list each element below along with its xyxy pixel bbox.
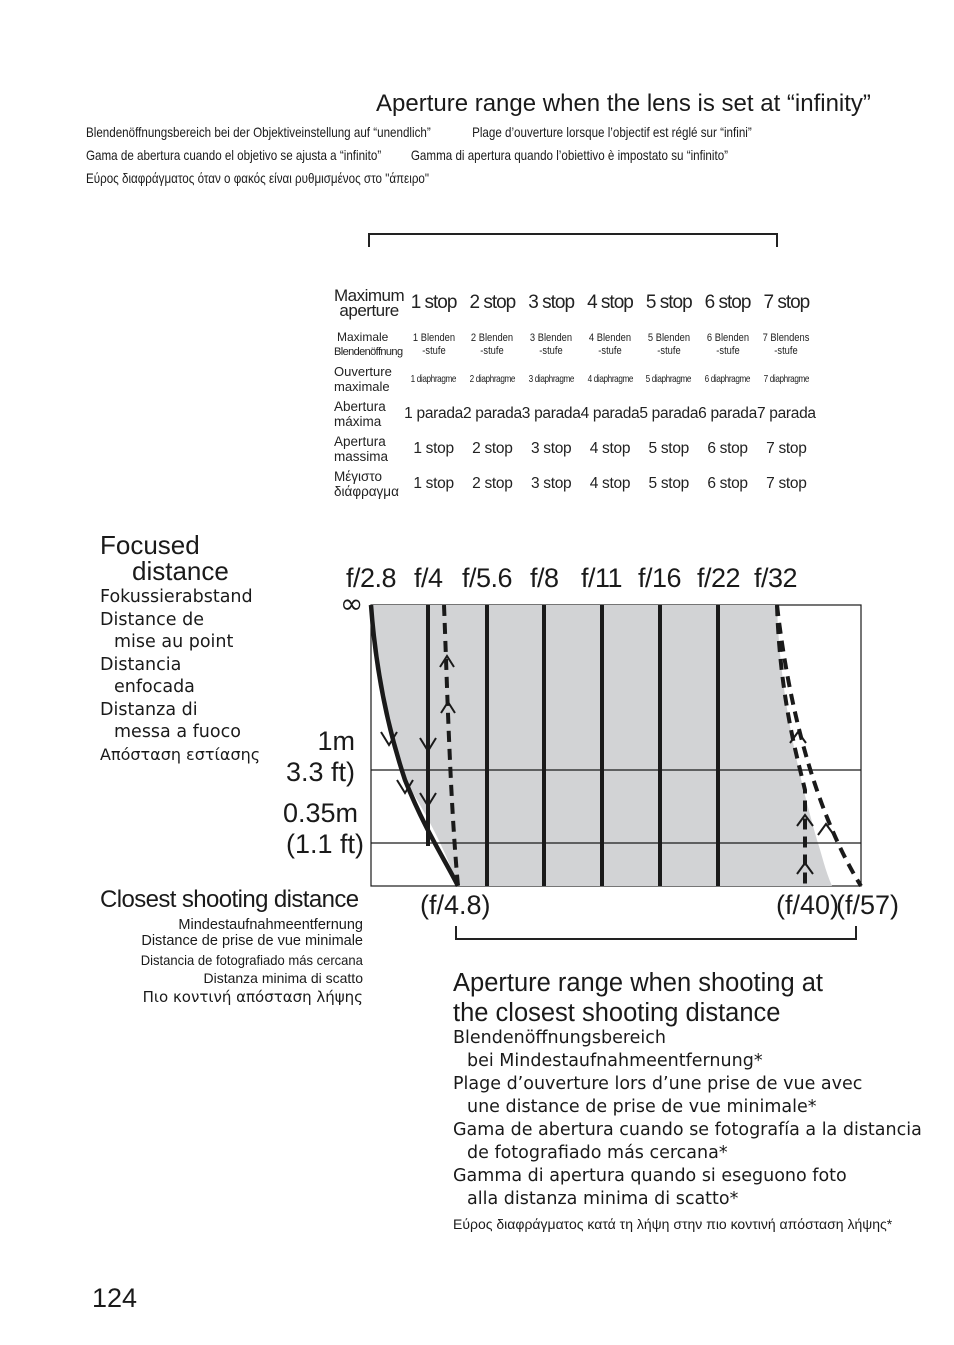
fnum-label: f/4 <box>414 563 443 593</box>
fnum-label: f/5.6 <box>462 563 513 593</box>
cs-el: Πιο κοντινή απόσταση λήψης <box>142 988 363 1006</box>
stop-cell-text: 3 Blenden -stufe <box>530 332 573 357</box>
closest-range-el: Εύρος διαφράγματος κατά τη λήψη στην πιο κοντινή απόσταση λήψης* <box>453 1216 893 1232</box>
fd-it-2: messa a fuoco <box>114 722 241 742</box>
stop-cell-text: 3 diaphragme <box>528 373 574 385</box>
fd-fr-2: mise au point <box>114 632 234 652</box>
row-label: Apertura massima <box>334 433 389 464</box>
closest-range-translations <box>453 1027 922 1211</box>
distance-1m-line2: 3.3 ft) <box>285 757 355 787</box>
fd-de: Fokussierabstand <box>100 587 253 607</box>
stop-cell: 1 parada <box>404 404 463 422</box>
focused-distance-title-line1: Focused <box>100 530 200 560</box>
stop-cell: 6 stop <box>707 474 748 492</box>
distance-1m-line1: 1m <box>317 726 355 756</box>
stop-cell-text: 1 diaphragme <box>410 373 457 385</box>
fd-es-2: enfocada <box>114 677 195 697</box>
header-fr: Plage d’ouverture lorsque l’objectif est réglé sur “infini” <box>472 124 752 140</box>
fnum-label: f/22 <box>697 563 741 593</box>
row-label: Ouverture maximale <box>334 364 392 394</box>
cs-de: Mindestaufnahmeentfernung <box>178 917 363 933</box>
row-label: Maximale Blendenöffnung <box>334 330 403 358</box>
header-es: Gama de abertura cuando el objetivo se ajusta a “infinito” <box>86 147 382 163</box>
distance-035m-line2: (1.1 ft) <box>285 829 364 859</box>
stop-cell: 2 stop <box>469 292 516 313</box>
fd-fr-1: Distance de <box>100 609 204 630</box>
stop-cell: 5 stop <box>645 292 692 313</box>
stop-cell: 3 parada <box>521 404 581 422</box>
fd-es-1: Distancia <box>100 654 182 675</box>
closest-shooting-title: Closest shooting distance <box>100 886 359 913</box>
cs-es: Distancia de fotografiado más cercana <box>140 952 363 968</box>
stop-cell-text: 6 diaphragme <box>704 373 751 385</box>
distance-035m-line1: 0.35m <box>282 798 358 828</box>
stop-cell: 2 stop <box>472 439 513 457</box>
fnum-label: f/11 <box>581 563 623 593</box>
stop-cell-text: 5 Blenden -stufe <box>647 332 690 357</box>
stop-cell: 6 stop <box>704 292 751 313</box>
closest-aperture-f48: (f/4.8) <box>420 890 491 920</box>
stop-cell: 3 stop <box>528 292 575 313</box>
cs-fr: Distance de prise de vue minimale <box>141 933 363 949</box>
stop-cell: 2 parada <box>462 404 522 422</box>
header-el: Εύρος διαφράγματος όταν ο φακός είναι ρυθμισμένος στο "άπειρο" <box>86 170 430 186</box>
fnum-label: f/32 <box>754 563 798 593</box>
row-label: Maximum aperture <box>334 286 405 320</box>
closest-aperture-f57: (f/57) <box>836 890 900 920</box>
fd-it-1: Distanza di <box>100 699 198 720</box>
row-label: Μέγιστο διάφραγμα <box>334 468 399 499</box>
stop-cell: 7 stop <box>766 474 807 492</box>
stop-cell-text: 2 Blenden -stufe <box>471 332 514 357</box>
stop-cell: 3 stop <box>530 439 572 457</box>
stop-cell-text: 4 diaphragme <box>587 373 633 385</box>
page-title: Aperture range when the lens is set at “infinity” <box>376 90 871 117</box>
stop-cell: 5 stop <box>648 474 689 492</box>
stop-cell: 2 stop <box>472 474 513 492</box>
stop-cell: 5 stop <box>648 439 689 457</box>
stop-cell-text: 6 Blenden -stufe <box>706 332 749 357</box>
stop-cell-text: 1 Blenden -stufe <box>412 332 455 357</box>
stop-cell-text: 4 Blenden -stufe <box>588 332 632 357</box>
stop-cell: 4 stop <box>587 292 633 313</box>
stop-cell: 3 stop <box>530 474 572 492</box>
cs-it: Distanza minima di scatto <box>203 970 363 986</box>
stop-cell-text: 7 Blendens -stufe <box>762 332 810 357</box>
fnum-label: f/8 <box>530 563 559 593</box>
cr-fr-1: Plage d’ouverture lors d’une prise de vue avec <box>453 1074 863 1094</box>
closest-range-bracket <box>455 926 857 940</box>
closest-aperture-f40: (f/40) <box>776 890 840 920</box>
stop-cell: 6 stop <box>707 439 748 457</box>
stop-cell-text: 5 diaphragme <box>646 373 692 385</box>
focused-distance-title-line2: distance <box>132 556 229 586</box>
cr-es-2: de fotografiado más cercana* <box>467 1143 728 1163</box>
cr-es-1: Gama de abertura cuando se fotografía a la distancia <box>453 1120 922 1140</box>
cr-de-2: bei Mindestaufnahmeentfernung* <box>467 1051 763 1071</box>
stop-cell: 7 stop <box>766 439 807 457</box>
cr-it-2: alla distanza minima di scatto* <box>467 1189 739 1209</box>
header-de: Blendenöffnungsbereich bei der Objektiveinstellung auf “unendlich” <box>86 124 431 140</box>
closest-range-title <box>453 968 823 1028</box>
stop-cell: 7 parada <box>756 404 816 422</box>
closest-range-title-2: the closest shooting distance <box>453 999 781 1027</box>
stop-cell: 6 parada <box>698 404 757 422</box>
infinity-symbol: ∞ <box>340 587 364 620</box>
stop-cell: 1 stop <box>413 474 454 492</box>
cr-it-1: Gamma di apertura quando si eseguono foto <box>453 1166 847 1186</box>
stop-cell: 5 parada <box>639 404 699 422</box>
closest-range-title-1: Aperture range when shooting at <box>453 969 823 997</box>
closest-shooting-translations <box>124 918 363 1009</box>
stop-cell: 4 parada <box>580 404 640 422</box>
fd-el: Απόσταση εστίασης <box>100 744 261 764</box>
fnum-label: f/2.8 <box>346 563 397 593</box>
cr-fr-2: une distance de prise de vue minimale* <box>467 1097 817 1117</box>
stop-cell: 4 stop <box>589 439 631 457</box>
header-it: Gamma di apertura quando l’obiettivo è impostato su “infinito” <box>410 147 729 163</box>
page-number: 124 <box>92 1283 138 1313</box>
stop-cell-text: 7 diaphragme <box>763 373 810 385</box>
fnum-label: f/16 <box>638 563 682 593</box>
stop-cell-text: 2 diaphragme <box>469 373 516 385</box>
stop-cell: 1 stop <box>410 292 457 313</box>
stop-cell: 1 stop <box>413 439 454 457</box>
cr-de-1: Blendenöffnungsbereich <box>453 1028 666 1048</box>
row-label: Abertura máxima <box>334 398 386 429</box>
stop-cell: 7 stop <box>763 292 810 313</box>
stop-cell: 4 stop <box>589 474 631 492</box>
arrow-up-icon <box>818 824 834 835</box>
